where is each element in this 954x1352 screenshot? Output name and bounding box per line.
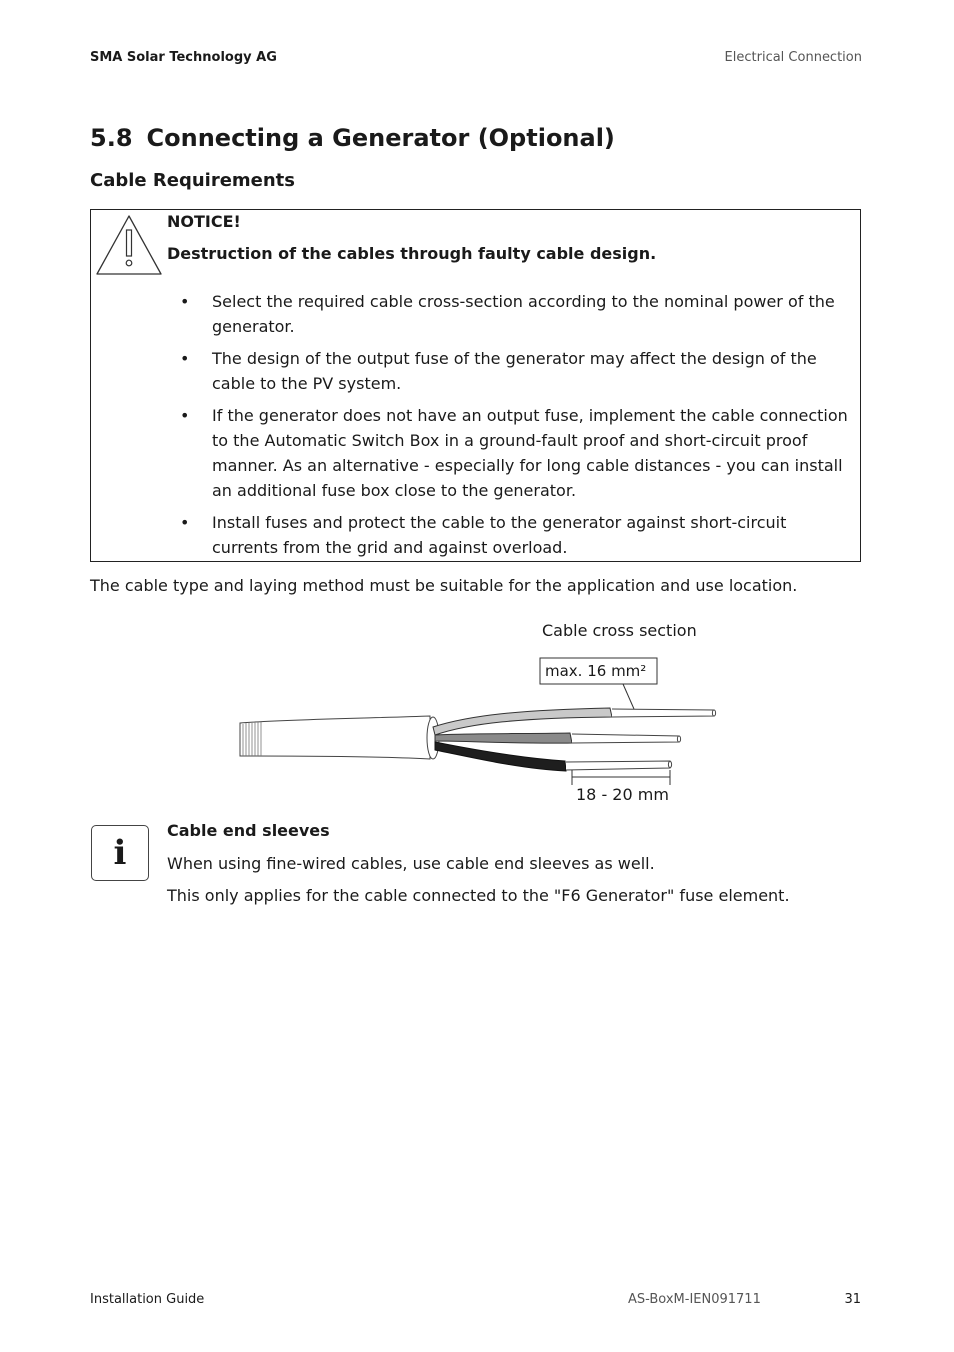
list-item: [180, 346, 856, 396]
header-section: Electrical Connection: [724, 50, 862, 65]
bullet-text: If the generator does not have an output fuse, implement the cable connection to the Automatic Switch Box in a ground-fault proof and short-circuit proof manner. As an alternative - especially for long cable distances - you can install an additional fuse box close to the generator.: [212, 406, 848, 500]
body-paragraph: The cable type and laying method must be suitable for the application and use location.: [90, 576, 798, 595]
notice-title: NOTICE!: [167, 212, 241, 231]
info-glyph: i: [113, 833, 127, 873]
info-text-2: This only applies for the cable connected to the "F6 Generator" fuse element.: [167, 886, 790, 905]
warning-triangle-icon: [95, 214, 163, 278]
bare-conductor-2: [572, 734, 679, 743]
info-text-1: When using fine-wired cables, use cable end sleeves as well.: [167, 854, 655, 873]
info-icon: [91, 825, 149, 881]
grey-wire: [433, 708, 612, 735]
sheath-ridges: [243, 722, 261, 756]
header-company: SMA Solar Technology AG: [90, 50, 277, 65]
list-item: [180, 289, 856, 339]
footer-doc-id: AS-BoxM-IEN091711: [628, 1292, 761, 1307]
list-item: [180, 510, 856, 560]
list-item: [180, 403, 856, 503]
page-number: 31: [844, 1292, 861, 1307]
bullet-text: The design of the output fuse of the generator may affect the design of the cable to the PV system.: [212, 349, 817, 393]
notice-subtitle: Destruction of the cables through faulty cable design.: [167, 244, 657, 263]
notice-bullet-list: [180, 289, 856, 567]
leader-line: [623, 684, 634, 709]
info-title: Cable end sleeves: [167, 821, 330, 840]
section-title: Connecting a Generator (Optional): [146, 124, 615, 152]
bare-conductor-1: [612, 709, 714, 717]
dark-grey-wire: [435, 733, 572, 743]
bullet-glyph: •: [180, 513, 190, 532]
bullet-text: Select the required cable cross-section according to the nominal power of the generator.: [212, 292, 835, 336]
footer-doc-type: Installation Guide: [90, 1292, 205, 1307]
bullet-glyph: •: [180, 349, 190, 368]
section-number: 5.8: [90, 124, 133, 152]
subheading: Cable Requirements: [90, 170, 296, 191]
black-wire: [435, 742, 566, 771]
bullet-text: Install fuses and protect the cable to the generator against short-circuit currents from the grid and against overload.: [212, 513, 787, 557]
figure-caption: Cable cross section: [542, 621, 697, 640]
bare-conductor-3: [566, 761, 670, 770]
strip-length-label: 18 - 20 mm: [576, 785, 669, 804]
cable-sheath: [240, 716, 430, 759]
bullet-glyph: •: [180, 406, 190, 425]
cable-diagram: [230, 615, 730, 815]
max-label: max. 16 mm²: [545, 662, 647, 680]
page-title: [90, 124, 615, 152]
bullet-glyph: •: [180, 292, 190, 311]
